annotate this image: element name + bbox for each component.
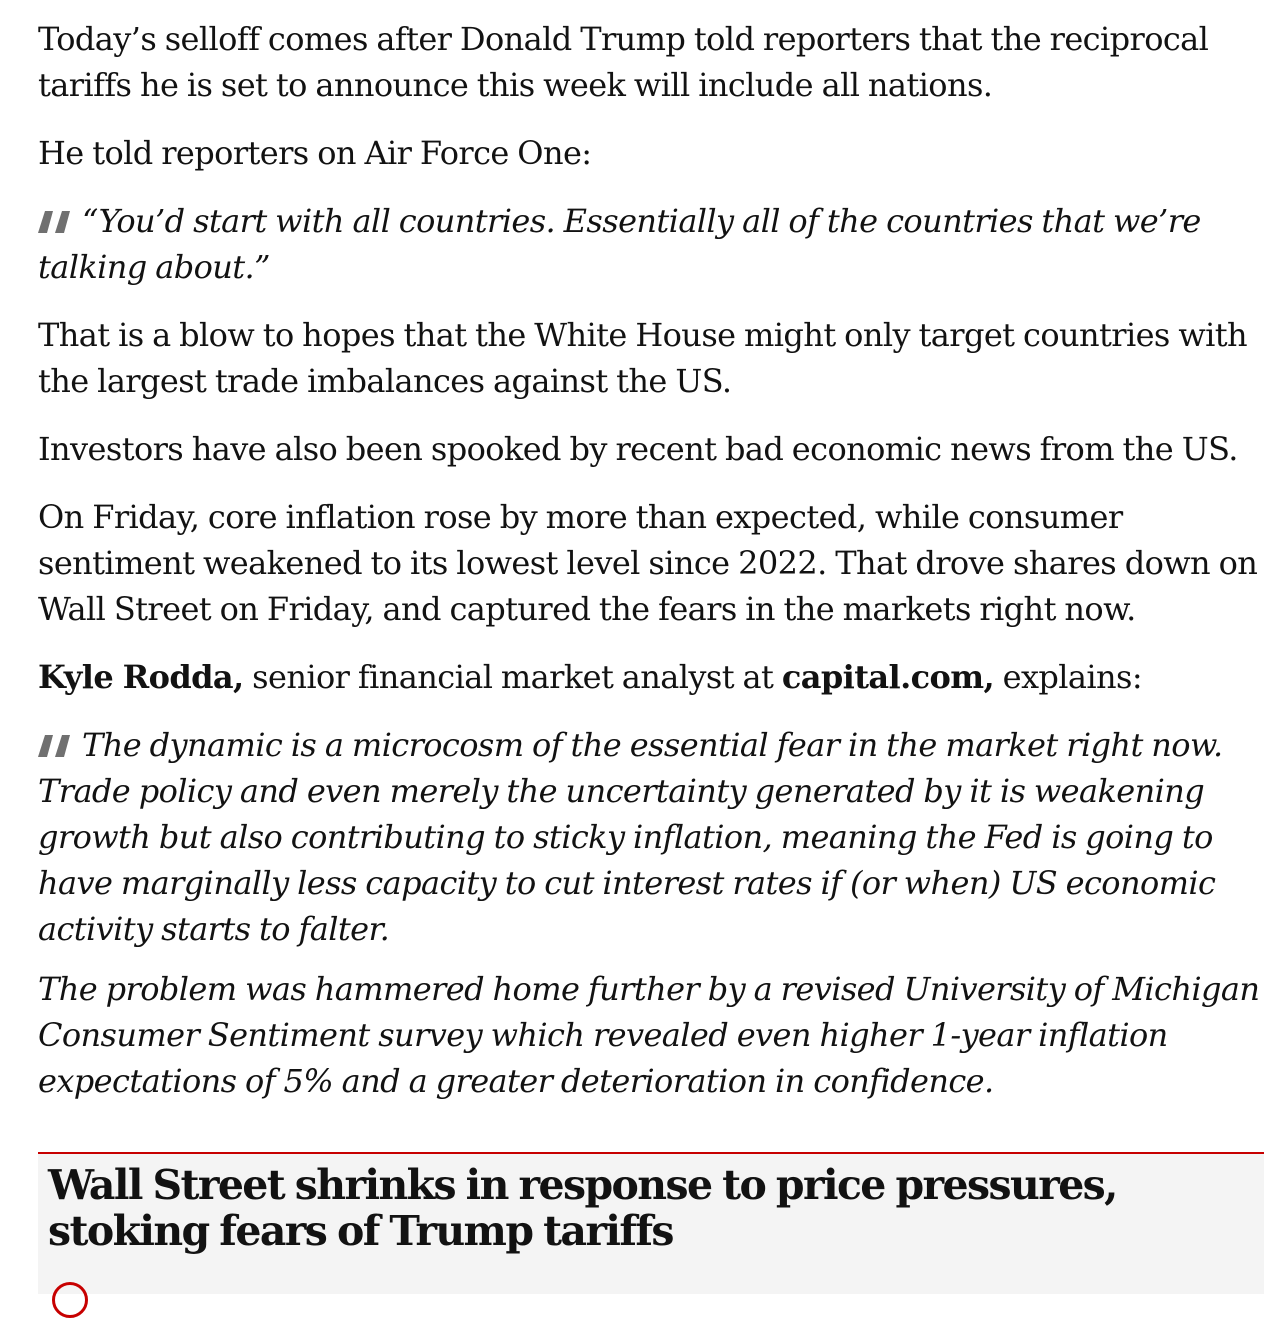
- paragraph: Investors have also been spooked by recent bad economic news from the US.: [38, 430, 1238, 468]
- attribution-suffix: explains:: [994, 658, 1143, 696]
- quote-marks-icon: [38, 735, 72, 757]
- article-body: [38, 16, 1268, 1126]
- quote-text: The dynamic is a microcosm of the essential fear in the market right now. Trade policy and even merely the uncertainty generated by it is weakening growth but also contributing to sticky inflation, meaning the Fed is going to have marginally less capacity to cut interest rates if (or when) US economic activity starts to falter.: [38, 726, 1223, 948]
- quote-continuation: The problem was hammered home further by a revised University of Michigan Consumer Sentiment survey which revealed even higher 1-year inflation expectations of 5% and a greater deterioration in confidence.: [38, 970, 1260, 1100]
- quote-marks-icon: [38, 211, 72, 233]
- related-article-title[interactable]: Wall Street shrinks in response to price pressures, stoking fears of Trump tariffs: [48, 1161, 1117, 1255]
- paragraph: On Friday, core inflation rose by more than expected, while consumer sentiment weakened to its lowest level since 2022. That drove shares down on Wall Street on Friday, and captured the fears in the markets right now.: [38, 498, 1258, 628]
- live-indicator-icon: [52, 1282, 88, 1318]
- analyst-name: Kyle Rodda,: [38, 658, 244, 696]
- paragraph: Today’s selloff comes after Donald Trump told reporters that the reciprocal tariffs he is set to announce this week will include all nations.: [38, 20, 1209, 104]
- attribution-paragraph: [38, 654, 1268, 700]
- blockquote: [38, 198, 1268, 290]
- quote-text: “You’d start with all countries. Essentially all of the countries that we’re talking about.”: [38, 202, 1201, 286]
- related-article-card[interactable]: [38, 1152, 1264, 1294]
- paragraph: He told reporters on Air Force One:: [38, 134, 592, 172]
- analyst-org-link[interactable]: capital.com,: [781, 658, 995, 696]
- analyst-role: senior financial market analyst at: [243, 658, 782, 696]
- blockquote: [38, 722, 1268, 952]
- paragraph: That is a blow to hopes that the White House might only target countries with the largest trade imbalances against the US.: [38, 316, 1248, 400]
